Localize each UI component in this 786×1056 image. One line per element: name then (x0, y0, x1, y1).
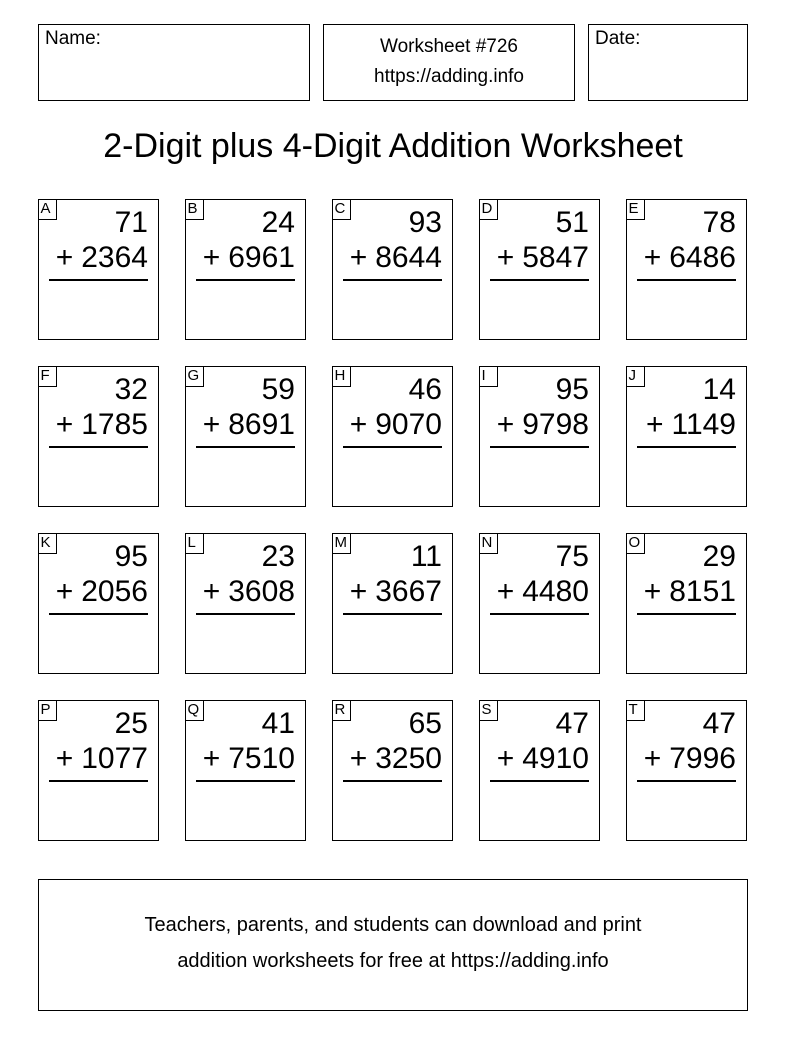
problem-bottom-row (497, 575, 589, 609)
answer-line (49, 279, 148, 281)
answer-line (49, 613, 148, 615)
problem-letter: B (185, 199, 204, 220)
problem-letter: Q (185, 700, 204, 721)
answer-line (490, 279, 589, 281)
answer-line (196, 613, 295, 615)
problem-top-number: 95 (114, 540, 148, 573)
problem-letter: O (626, 533, 645, 554)
problem-card (479, 199, 600, 340)
problem-bottom-row (203, 575, 295, 609)
problem-letter: C (332, 199, 351, 220)
problem-bottom-number: 1077 (81, 742, 148, 775)
problem-top-number: 46 (408, 373, 442, 406)
problem-letter: F (38, 366, 57, 387)
answer-line (196, 446, 295, 448)
problem-card (332, 199, 453, 340)
problem-bottom-row (350, 241, 442, 275)
problem-bottom-number: 2364 (81, 241, 148, 274)
problem-top-number: 59 (261, 373, 295, 406)
problem-bottom-row (203, 408, 295, 442)
problem-bottom-number: 6486 (669, 241, 736, 274)
problem-bottom-row (350, 742, 442, 776)
footer-line-1: Teachers, parents, and students can download and print (144, 914, 642, 936)
problem-bottom-number: 1149 (671, 408, 736, 441)
plus-sign: + (55, 742, 74, 775)
date-field[interactable] (588, 24, 748, 101)
problem-letter: S (479, 700, 498, 721)
worksheet-info-box (323, 24, 575, 101)
problem-top-number: 51 (555, 206, 589, 239)
problem-top-number: 75 (555, 540, 589, 573)
plus-sign: + (496, 575, 515, 608)
problem-bottom-row (644, 241, 736, 275)
problem-card (332, 700, 453, 841)
problem-bottom-row (56, 742, 148, 776)
plus-sign: + (202, 408, 221, 441)
problem-bottom-row (350, 575, 442, 609)
problem-card (626, 366, 747, 507)
answer-line (49, 780, 148, 782)
problem-top-number: 71 (114, 206, 148, 239)
problem-top-number: 41 (261, 707, 295, 740)
problem-bottom-row (497, 241, 589, 275)
problem-top-number: 93 (408, 206, 442, 239)
plus-sign: + (55, 408, 74, 441)
problem-letter: I (479, 366, 498, 387)
name-label: Name: (45, 28, 101, 49)
plus-sign: + (349, 575, 368, 608)
problem-letter: R (332, 700, 351, 721)
problem-letter: T (626, 700, 645, 721)
problem-letter: H (332, 366, 351, 387)
problem-top-number: 95 (555, 373, 589, 406)
problem-top-number: 14 (702, 373, 736, 406)
problem-card (626, 533, 747, 674)
answer-line (343, 613, 442, 615)
problem-letter: P (38, 700, 57, 721)
problem-bottom-number: 1785 (81, 408, 148, 441)
problem-card (185, 533, 306, 674)
problem-top-number: 32 (114, 373, 148, 406)
problem-bottom-number: 8644 (375, 241, 442, 274)
problem-bottom-row (56, 408, 148, 442)
problem-bottom-number: 9798 (522, 408, 589, 441)
problem-card (479, 700, 600, 841)
problem-letter: G (185, 366, 204, 387)
problem-letter: J (626, 366, 645, 387)
plus-sign: + (643, 742, 662, 775)
answer-line (637, 446, 736, 448)
worksheet-url: https://adding.info (374, 66, 524, 87)
problem-card (185, 700, 306, 841)
problem-card (479, 533, 600, 674)
problem-bottom-number: 6961 (228, 241, 295, 274)
answer-line (637, 279, 736, 281)
plus-sign: + (645, 408, 664, 441)
problem-bottom-number: 8691 (228, 408, 295, 441)
plus-sign: + (202, 742, 221, 775)
problem-letter: K (38, 533, 57, 554)
answer-line (343, 279, 442, 281)
problem-letter: A (38, 199, 57, 220)
answer-line (490, 780, 589, 782)
footer-note (38, 879, 748, 1011)
plus-sign: + (643, 575, 662, 608)
answer-line (490, 613, 589, 615)
problem-bottom-row (56, 241, 148, 275)
problem-bottom-number: 3667 (375, 575, 442, 608)
problem-card (332, 366, 453, 507)
problem-bottom-number: 5847 (522, 241, 589, 274)
plus-sign: + (496, 408, 515, 441)
problem-letter: D (479, 199, 498, 220)
problem-bottom-number: 4480 (522, 575, 589, 608)
problem-letter: E (626, 199, 645, 220)
problem-card (38, 366, 159, 507)
plus-sign: + (349, 408, 368, 441)
answer-line (637, 613, 736, 615)
problem-bottom-row (350, 408, 442, 442)
problem-letter: L (185, 533, 204, 554)
problem-card (626, 700, 747, 841)
answer-line (343, 780, 442, 782)
problem-card (332, 533, 453, 674)
answer-line (343, 446, 442, 448)
problem-bottom-row (203, 742, 295, 776)
answer-line (49, 446, 148, 448)
plus-sign: + (643, 241, 662, 274)
problem-top-number: 47 (702, 707, 736, 740)
problem-card (38, 533, 159, 674)
problem-top-number: 78 (702, 206, 736, 239)
problem-bottom-row (56, 575, 148, 609)
problem-top-number: 65 (408, 707, 442, 740)
problem-letter: M (332, 533, 351, 554)
worksheet-number: Worksheet #726 (379, 36, 518, 57)
problem-top-number: 23 (261, 540, 295, 573)
plus-sign: + (496, 742, 515, 775)
problem-bottom-row (644, 742, 736, 776)
problem-card (626, 199, 747, 340)
problem-top-number: 24 (261, 206, 295, 239)
problem-bottom-row (497, 408, 589, 442)
problem-bottom-number: 8151 (669, 575, 736, 608)
page-title: 2-Digit plus 4-Digit Addition Worksheet (103, 127, 683, 165)
problem-bottom-row (646, 408, 736, 442)
problem-bottom-row (644, 575, 736, 609)
footer-line-2: addition worksheets for free at https://adding.info (177, 950, 609, 972)
problem-top-number: 11 (410, 540, 442, 573)
problem-bottom-number: 2056 (81, 575, 148, 608)
plus-sign: + (55, 575, 74, 608)
problem-bottom-number: 3250 (375, 742, 442, 775)
problem-bottom-number: 7996 (669, 742, 736, 775)
answer-line (196, 780, 295, 782)
problem-bottom-number: 7510 (228, 742, 295, 775)
problem-bottom-number: 9070 (375, 408, 442, 441)
problem-top-number: 25 (114, 707, 148, 740)
date-label: Date: (595, 28, 641, 49)
problem-card (185, 366, 306, 507)
problem-letter: N (479, 533, 498, 554)
answer-line (637, 780, 736, 782)
problem-card (38, 199, 159, 340)
answer-line (490, 446, 589, 448)
plus-sign: + (55, 241, 74, 274)
problem-card (185, 199, 306, 340)
problem-bottom-row (497, 742, 589, 776)
problem-bottom-row (203, 241, 295, 275)
plus-sign: + (349, 742, 368, 775)
problem-card (479, 366, 600, 507)
plus-sign: + (349, 241, 368, 274)
problem-bottom-number: 3608 (228, 575, 295, 608)
plus-sign: + (202, 241, 221, 274)
problem-card (38, 700, 159, 841)
problem-bottom-number: 4910 (522, 742, 589, 775)
plus-sign: + (202, 575, 221, 608)
name-field[interactable] (38, 24, 310, 101)
problem-top-number: 29 (702, 540, 736, 573)
plus-sign: + (496, 241, 515, 274)
answer-line (196, 279, 295, 281)
problem-top-number: 47 (555, 707, 589, 740)
